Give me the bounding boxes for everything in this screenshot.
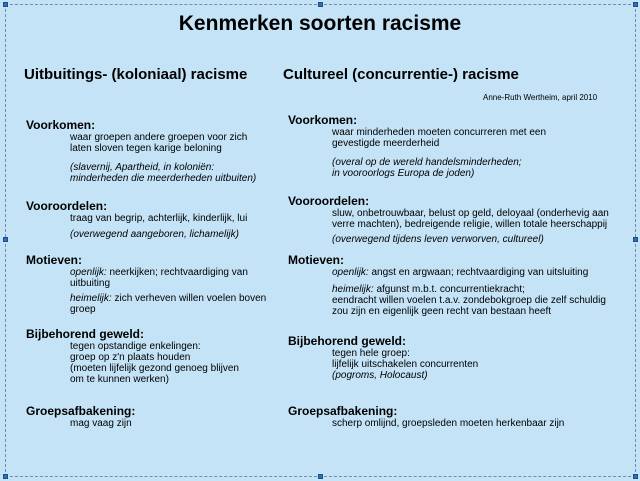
- body-line: uitbuiting: [70, 278, 111, 289]
- resize-handle-top-right[interactable]: [633, 2, 638, 7]
- body-line: groep: [70, 304, 96, 315]
- right-geweld-section: [288, 334, 478, 381]
- body-line: gevestigde meerderheid: [332, 138, 440, 149]
- right-vooroordelen-section: [288, 194, 609, 245]
- body-line: [332, 267, 606, 278]
- resize-handle-top-left[interactable]: [3, 2, 8, 7]
- body-line: waar groepen andere groepen voor zich: [70, 132, 248, 143]
- body-line: lijfelijk uitschakelen concurrenten: [332, 359, 479, 370]
- right-voorkomen-section: [288, 113, 546, 179]
- body-text: afgunst m.b.t. concurrentiekracht;: [373, 284, 525, 295]
- section-heading: Bijbehorend geweld:: [26, 327, 145, 341]
- left-afbakening-section: [26, 404, 135, 429]
- resize-handle-left-middle[interactable]: [3, 237, 8, 242]
- label-heimelijk: heimelijk:: [70, 293, 112, 304]
- body-note: (slavernij, Apartheid, in koloniën:: [70, 162, 215, 173]
- body-line: scherp omlijnd, groepsleden moeten herkenbaar zijn: [332, 418, 565, 429]
- body-line: zou zijn en eigenlijk geen recht van bestaan heeft: [332, 306, 552, 317]
- resize-handle-bottom-right[interactable]: [633, 474, 638, 479]
- section-heading: Vooroordelen:: [26, 199, 108, 213]
- body-note: (overwegend tijdens leven verworven, cultureel): [332, 234, 544, 245]
- section-heading: Bijbehorend geweld:: [288, 334, 407, 348]
- body-note: (overwegend aangeboren, lichamelijk): [70, 229, 239, 240]
- body-line: eendracht willen voelen t.a.v. zondebokgroep die zelf schuldig: [332, 295, 606, 306]
- body-note: in vooroorlogs Europa de joden): [332, 168, 475, 179]
- page-title: Kenmerken soorten racisme: [178, 12, 462, 35]
- body-line: waar minderheden moeten concurreren met een: [332, 127, 547, 138]
- section-heading: Groepsafbakening:: [288, 404, 398, 418]
- body-text: zich verheven willen voelen boven: [111, 293, 267, 304]
- section-heading: Groepsafbakening:: [26, 404, 136, 418]
- left-column-header: Uitbuitings- (koloniaal) racisme: [24, 66, 248, 83]
- left-vooroordelen-section: [26, 199, 247, 240]
- resize-handle-bottom-left[interactable]: [3, 474, 8, 479]
- section-heading: Voorkomen:: [288, 113, 358, 127]
- right-column-header: Cultureel (concurrentie-) racisme: [283, 66, 519, 83]
- body-line: [332, 284, 606, 295]
- body-line: mag vaag zijn: [70, 418, 132, 429]
- resize-handle-bottom-center[interactable]: [318, 474, 323, 479]
- body-note: minderheden die meerderheden uitbuiten): [70, 173, 257, 184]
- left-geweld-section: [26, 327, 239, 385]
- right-motieven-section: [288, 253, 606, 317]
- right-afbakening-section: [288, 404, 564, 429]
- resize-handle-top-center[interactable]: [318, 2, 323, 7]
- body-text: angst en argwaan; rechtvaardiging van uitsluiting: [368, 267, 589, 278]
- body-line: tegen opstandige enkelingen:: [70, 341, 201, 352]
- body-line: [70, 267, 266, 278]
- label-openlijk: openlijk:: [70, 267, 107, 278]
- body-note: (overal op de wereld handelsminderheden;: [332, 157, 522, 168]
- section-heading: Motieven:: [26, 253, 83, 267]
- body-line: sluw, onbetrouwbaar, belust op geld, deloyaal (onderhevig aan: [332, 208, 609, 219]
- body-line: laten sloven tegen karige beloning: [70, 143, 222, 154]
- body-text: neerkijken; rechtvaardiging van: [106, 267, 248, 278]
- section-heading: Motieven:: [288, 253, 345, 267]
- body-line: tegen hele groep:: [332, 348, 410, 359]
- body-line: (moeten lijfelijk gezond genoeg blijven: [70, 363, 239, 374]
- left-motieven-section: [26, 253, 266, 315]
- resize-handle-right-middle[interactable]: [633, 237, 638, 242]
- body-line: verre machten), bedreigende religie, willen totale heerschappij: [332, 219, 608, 230]
- author-credit: Anne-Ruth Wertheim, april 2010: [483, 93, 598, 102]
- body-line: traag van begrip, achterlijk, kinderlijk, lui: [70, 213, 248, 224]
- label-heimelijk: heimelijk:: [332, 284, 374, 295]
- label-openlijk: openlijk:: [332, 267, 369, 278]
- section-heading: Voorkomen:: [26, 118, 96, 132]
- section-heading: Vooroordelen:: [288, 194, 370, 208]
- body-line: groep op z'n plaats houden: [70, 352, 191, 363]
- body-line: [70, 293, 266, 304]
- left-voorkomen-section: [26, 118, 256, 184]
- body-note: (pogroms, Holocaust): [332, 370, 428, 381]
- body-line: om te kunnen werken): [70, 374, 169, 385]
